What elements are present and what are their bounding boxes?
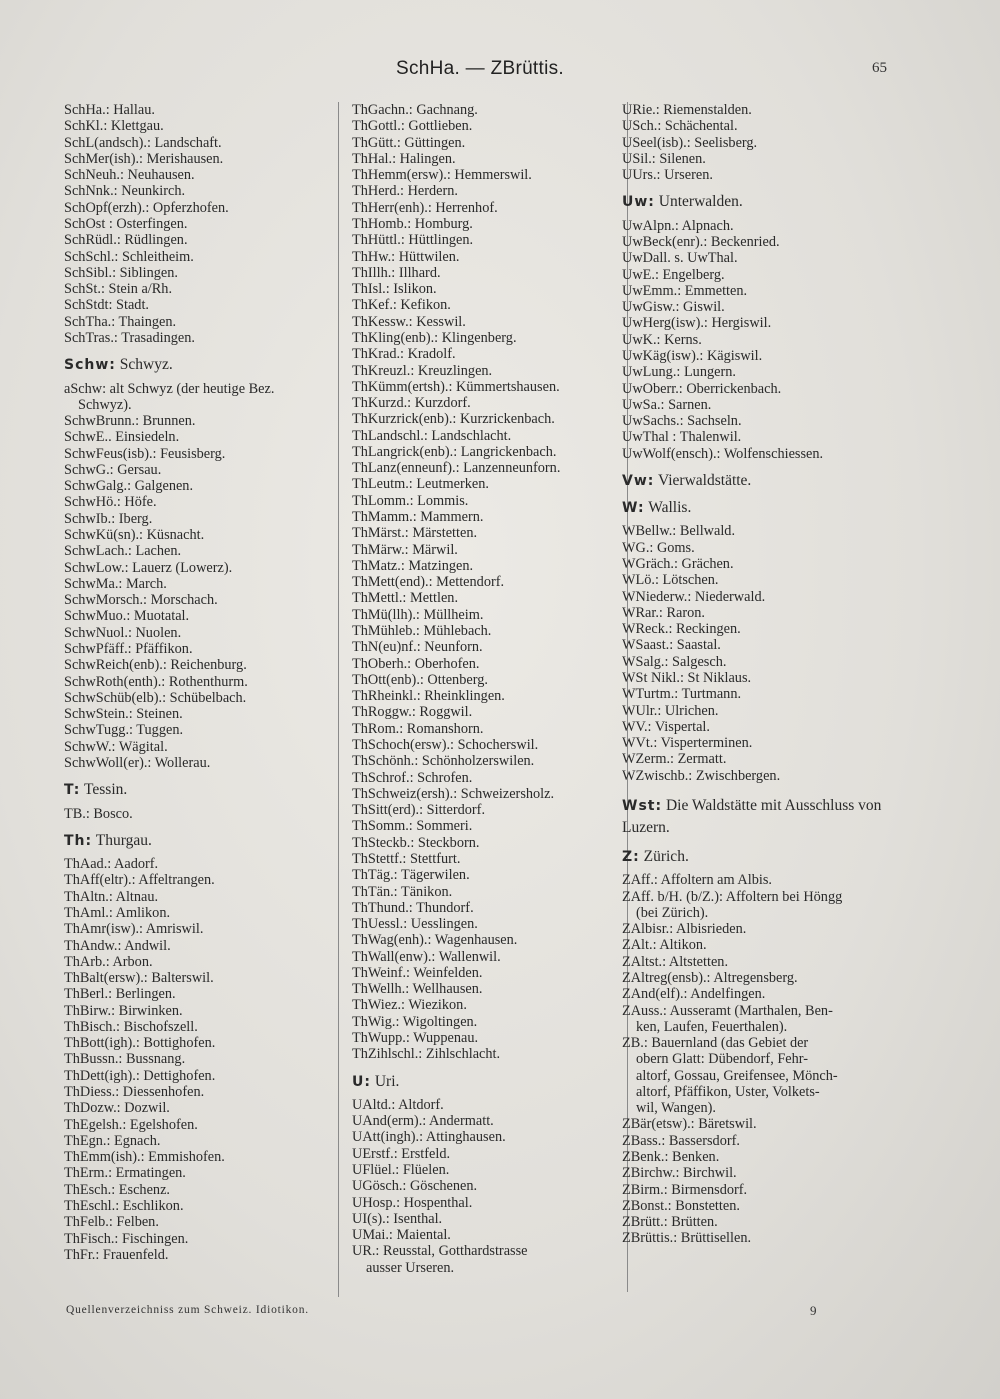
list-item: ThWellh.: Wellhausen. [352,981,483,998]
list-item: ThGachn.: Gachnang. [352,102,478,118]
entry-list [622,872,892,888]
list-item: SchwRoth(enth).: Rothenthurm. [64,673,248,690]
list-item: ZAlt.: Altikon. [622,937,707,954]
list-item: ThStettf.: Stettfurt. [352,850,461,867]
page-number: 65 [872,60,887,76]
list-item: ZAlbisr.: Albisrieden. [622,921,747,938]
list-item: UwWolf(ensch).: Wolfenschiessen. [622,445,824,462]
list-item: ThSchrof.: Schrofen. [352,769,473,786]
list-item: ThWall(enw).: Wallenwil. [352,948,501,965]
list-item: UwKäg(isw).: Kägiswil. [622,347,763,364]
list-item: UHosp.: Hospenthal. [352,1194,473,1211]
list-item: SchHa.: Hallau. [64,102,155,118]
list-item: SchwE.. Einsiedeln. [64,429,180,446]
list-item: ThDozw.: Dozwil. [64,1100,170,1117]
entry-list [64,856,334,1263]
section-name: Die Waldstätte mit Ausschluss von Luzern. [622,796,882,836]
list-item: ZBirchw.: Birchwil. [622,1165,737,1182]
list-item: SchwMuo.: Muotatal. [64,608,190,625]
list-item: ZB.: Bauernland (das Gebiet der [622,1035,809,1052]
list-item: ThTän.: Tänikon. [352,883,453,900]
list-item: UwE.: Engelberg. [622,266,725,283]
section-name: Thurgau. [95,831,152,849]
list-item: UUrs.: Urseren. [622,167,713,184]
list-item: ThHal.: Halingen. [352,150,456,167]
list-item: aSchw: alt Schwyz (der heutige Bez. [64,380,275,397]
list-item: WRar.: Raron. [622,604,705,621]
list-item: TB.: Bosco. [64,805,133,822]
list-item: ThHw.: Hüttwilen. [352,248,460,265]
list-item: SchwFeus(isb).: Feusisberg. [64,445,226,462]
list-item: ThFr.: Frauenfeld. [64,1246,169,1263]
list-item: WSaast.: Saastal. [622,637,721,654]
section-heading-schwyz [64,357,334,373]
list-item: ThBott(igh).: Bottighofen. [64,1035,216,1052]
list-item: ThEmm(ish).: Emmishofen. [64,1149,225,1166]
list-item: ThZihlschl.: Zihlschlacht. [352,1046,501,1063]
list-item: UAltd.: Altdorf. [352,1096,444,1113]
list-item: ThAltn.: Altnau. [64,888,159,905]
list-item: ThEgelsh.: Egelshofen. [64,1116,198,1133]
list-item: ThBerl.: Berlingen. [64,986,176,1003]
list-item: UwSa.: Sarnen. [622,396,712,413]
list-item: UI(s).: Isenthal. [352,1210,443,1227]
list-item: SchwLow.: Lauerz (Lowerz). [64,559,233,576]
list-item: WSalg.: Salgesch. [622,653,727,670]
entry-list [622,921,892,1002]
list-item: ThWig.: Wigoltingen. [352,1013,478,1030]
section-heading-unterwalden [622,194,892,210]
list-item: ThSchweiz(ersh).: Schweizersholz. [352,785,555,802]
section-abbr: U: [352,1073,371,1090]
list-item: SchwW.: Wägital. [64,738,168,755]
list-item: WVt.: Visperterminen. [622,735,753,752]
list-item: SchwIb.: Iberg. [64,510,153,527]
list-item: WV.: Vispertal. [622,718,710,735]
list-item: ZAff. b/H. (b/Z.): Affoltern bei Höngg [622,888,843,905]
list-item: SchNnk.: Neunkirch. [64,183,186,200]
list-item: URie.: Riemenstalden. [622,102,752,118]
section-name: Wallis. [648,499,692,517]
section-heading-waldstaette [622,795,884,838]
list-item: WNiederw.: Niederwald. [622,588,766,605]
list-item: ThWiez.: Wiezikon. [352,997,467,1014]
list-item: SchStdt: Stadt. [64,297,149,314]
list-item: ThSteckb.: Steckborn. [352,834,480,851]
list-item: UR.: Reusstal, Gotthardstrasse [352,1243,528,1260]
list-item: ThUessl.: Uesslingen. [352,916,478,933]
list-item: ThSomm.: Sommeri. [352,818,473,835]
list-item: ThKef.: Kefikon. [352,297,451,314]
list-item: SchwPfäff.: Pfäffikon. [64,641,193,657]
list-item: ThBirw.: Birwinken. [64,1002,183,1019]
list-item: WReck.: Reckingen. [622,621,741,638]
list-item: ThSitt(erd).: Sitterdorf. [352,802,486,819]
section-heading-wallis [622,500,892,516]
entry-list [64,102,334,346]
list-item: ThMärw.: Märwil. [352,541,458,558]
section-name: Zürich. [643,847,689,865]
list-item: ThAmr(isw).: Amriswil. [64,921,204,938]
list-item: SchTha.: Thaingen. [64,313,177,330]
list-item: ThLangrick(enb).: Langrickenbach. [352,443,557,460]
list-item: ThTäg.: Tägerwilen. [352,867,470,884]
list-item: SchwSchüb(elb).: Schübelbach. [64,689,247,706]
list-item: ThHemm(ersw).: Hemmerswil. [352,167,532,184]
list-item: WZwischb.: Zwischbergen. [622,767,781,784]
list-item: ThLanz(enneunf).: Lanzenneunforn. [352,460,561,477]
list-item: ThMü(llh).: Müllheim. [352,606,484,623]
list-item: SchwReich(enb).: Reichenburg. [64,657,247,674]
list-item: SchwNuol.: Nuolen. [64,624,182,641]
list-item: ThRoggw.: Roggwil. [352,704,473,721]
list-item: ThBussn.: Bussnang. [64,1051,186,1068]
list-item: altorf, Gossau, Greifensee, Mönch- [636,1067,838,1084]
column-left [64,102,334,1263]
list-item: ThKümm(ertsh).: Kümmertshausen. [352,378,560,395]
list-item: WZerm.: Zermatt. [622,751,727,768]
list-item: SchwStein.: Steinen. [64,706,183,723]
list-item: UwGisw.: Giswil. [622,299,725,316]
entry-list [622,218,892,462]
entry-list [622,1116,892,1246]
entry-list [622,523,892,784]
list-item: UwHerg(isw).: Hergiswil. [622,315,772,332]
list-item: SchwTugg.: Tuggen. [64,722,184,739]
list-item: ThDiess.: Diessenhofen. [64,1084,205,1101]
section-abbr: Z: [622,848,640,865]
list-item: SchL(andsch).: Landschaft. [64,134,222,151]
list-item: ZBirm.: Birmensdorf. [622,1181,748,1198]
list-item: ThErm.: Ermatingen. [64,1165,186,1182]
list-item: SchNeuh.: Neuhausen. [64,167,195,184]
list-item: ThLandschl.: Landschlacht. [352,427,512,444]
list-item: ThArb.: Arbon. [64,953,153,970]
list-item: ThHomb.: Homburg. [352,215,473,232]
section-abbr: T: [64,782,81,799]
list-item: SchwBrunn.: Brunnen. [64,413,196,430]
list-item: WSt Nikl.: St Niklaus. [622,670,752,686]
list-item: ThMatz.: Matzingen. [352,557,474,574]
list-item: wil, Wangen). [636,1100,716,1117]
list-item: ThSchoch(ersw).: Schocherswil. [352,736,539,753]
list-item: UMai.: Maiental. [352,1227,451,1244]
list-item-continuation: Schwyz). [78,396,132,413]
list-item: SchwKü(sn).: Küsnacht. [64,527,205,544]
list-item: SchwHö.: Höfe. [64,494,157,511]
list-item: SchSchl.: Schleitheim. [64,248,194,265]
list-item: UwBeck(enr).: Beckenried. [622,233,780,250]
list-item: ZAnd(elf).: Andelfingen. [622,986,766,1003]
list-item: ThGütt.: Güttingen. [352,134,466,151]
column-middle [352,102,622,1276]
list-item: UwThal : Thalenwil. [622,429,742,446]
list-item: ThEgn.: Egnach. [64,1132,161,1149]
entry-list [352,1097,622,1244]
list-item: WGräch.: Grächen. [622,556,734,573]
list-item: ZAff.: Affoltern am Albis. [622,872,772,889]
list-item: ThWeinf.: Weinfelden. [352,964,483,981]
list-item-continuation: (bei Zürich). [636,904,709,921]
list-item: UAnd(erm).: Andermatt. [352,1113,494,1130]
list-item: ThFelb.: Felben. [64,1214,159,1231]
list-item: ThHerr(enh).: Herrenhof. [352,199,498,216]
list-item: SchSibl.: Siblingen. [64,264,178,281]
list-item: UErstf.: Erstfeld. [352,1145,451,1162]
section-name: Unterwalden. [658,193,743,211]
list-item: ZBass.: Bassersdorf. [622,1132,740,1149]
list-item: WTurtm.: Turtmann. [622,686,742,703]
section-heading-zuerich [622,849,892,865]
list-item: UwOberr.: Oberrickenbach. [622,380,782,397]
section-abbr: Vw: [622,472,655,489]
section-abbr: Th: [64,832,93,849]
list-item: ThEsch.: Eschenz. [64,1181,170,1198]
list-item: ThBisch.: Bischofszell. [64,1018,198,1035]
list-item: ThHerd.: Herdern. [352,183,458,200]
list-item: ZAltreg(ensb).: Altregensberg. [622,969,798,986]
source-footer: Quellenverzeichniss zum Schweiz. Idiotikon. [66,1304,309,1316]
entry-list [352,102,622,1063]
list-item: ThSchönh.: Schönholzerswilen. [352,753,535,770]
entry-list [622,102,892,183]
section-name: Tessin. [84,781,128,799]
list-item: ThMühleb.: Mühlebach. [352,623,492,639]
list-item: ThMamm.: Mammern. [352,509,484,526]
section-name: Uri. [374,1072,400,1090]
list-item: ZAuss.: Ausseramt (Marthalen, Ben- [622,1002,833,1019]
list-item: ZBär(etsw).: Bäretswil. [622,1116,757,1133]
list-item: ThOtt(enb).: Ottenberg. [352,671,488,688]
section-abbr: Uw: [622,194,655,211]
list-item: SchKl.: Klettgau. [64,118,164,135]
list-item: ThAml.: Amlikon. [64,904,171,921]
list-item-continuation: ausser Urseren. [366,1259,455,1276]
list-item: UAtt(ingh).: Attinghausen. [352,1129,506,1146]
list-item: SchSt.: Stein a/Rh. [64,281,173,298]
list-item: SchwG.: Gersau. [64,461,162,478]
list-item: SchwLach.: Lachen. [64,543,182,560]
list-item: ThIsl.: Islikon. [352,281,437,298]
list-item: ThMärst.: Märstetten. [352,525,478,542]
list-item: ThN(eu)nf.: Neunforn. [352,639,483,656]
list-item: ThLomm.: Lommis. [352,492,469,509]
list-item: USeel(isb).: Seelisberg. [622,134,758,151]
section-name: Schwyz. [119,356,173,374]
list-item: SchOst : Osterfingen. [64,215,188,232]
list-item: WUlr.: Ulrichen. [622,702,719,719]
list-item: SchRüdl.: Rüdlingen. [64,232,188,249]
section-name: Vierwaldstätte. [657,471,752,489]
list-item: ThKling(enb).: Klingenberg. [352,329,517,346]
list-item: ThKurzd.: Kurzdorf. [352,395,471,412]
list-item: SchwMorsch.: Morschach. [64,592,218,609]
section-abbr: Wst: [622,797,663,814]
list-item: ZBrüttis.: Brüttisellen. [622,1230,752,1247]
list-item: ThEschl.: Eschlikon. [64,1198,184,1214]
signature-mark: 9 [810,1303,817,1318]
list-item: UFlüel.: Flüelen. [352,1162,450,1178]
list-item: UwLung.: Lungern. [622,364,736,381]
list-item: ThWag(enh).: Wagenhausen. [352,932,518,949]
list-item: ThKurzrick(enb).: Kurzrickenbach. [352,411,555,428]
list-item: altorf, Pfäffikon, Uster, Volkets- [636,1083,820,1100]
list-item: ThKrad.: Kradolf. [352,346,456,363]
section-heading-thurgau [64,833,334,849]
section-heading-uri [352,1074,622,1090]
list-item: WG.: Goms. [622,539,695,556]
list-item: ThRheinkl.: Rheinklingen. [352,688,505,705]
list-item: ThGottl.: Gottlieben. [352,118,473,135]
list-item: SchwWoll(er).: Wollerau. [64,754,211,771]
list-item: ThThund.: Thundorf. [352,899,474,916]
list-item: UGösch.: Göschenen. [352,1178,478,1195]
list-item: WBellw.: Bellwald. [622,523,736,540]
column-right [622,102,892,1247]
list-item: ThKreuzl.: Kreuzlingen. [352,362,493,379]
entry-list [64,806,334,822]
list-item: ThBalt(ersw).: Balterswil. [64,970,214,987]
list-item: SchwMa.: March. [64,575,167,592]
list-item: ZBonst.: Bonstetten. [622,1197,740,1214]
list-item: ThWupp.: Wuppenau. [352,1030,479,1047]
page-title: SchHa. — ZBrüttis. [396,58,564,79]
list-item: USch.: Schächental. [622,118,738,135]
list-item: ThRom.: Romanshorn. [352,720,484,737]
list-item: SchMer(ish).: Merishausen. [64,150,224,167]
list-item: SchTras.: Trasadingen. [64,329,195,346]
list-item: ThAndw.: Andwil. [64,937,171,954]
list-item: UwK.: Kerns. [622,331,702,348]
list-item: USil.: Silenen. [622,150,706,167]
list-item: obern Glatt: Dübendorf, Fehr- [636,1051,809,1068]
list-item: ZBrütt.: Brütten. [622,1214,718,1231]
list-item: UwAlpn.: Alpnach. [622,217,734,234]
list-item: ThDett(igh).: Dettighofen. [64,1067,216,1084]
list-item: ThLeutm.: Leutmerken. [352,476,489,493]
list-item: SchwGalg.: Galgenen. [64,478,194,495]
entry-list-wrapped [622,1035,892,1116]
section-abbr: Schw: [64,357,116,374]
list-item: SchOpf(erzh).: Opferzhofen. [64,199,229,216]
list-item: ThOberh.: Oberhofen. [352,655,480,672]
list-item: UwDall. s. UwThal. [622,250,738,267]
list-item: ThAad.: Aadorf. [64,856,159,873]
section-heading-vierwaldstaette [622,473,892,489]
section-heading-tessin [64,782,334,798]
list-item: ThMett(end).: Mettendorf. [352,574,505,591]
list-item: ZBenk.: Benken. [622,1149,720,1166]
list-item: UwSachs.: Sachseln. [622,413,742,430]
list-item: ZAltst.: Altstetten. [622,953,729,970]
column-divider [338,102,339,1297]
list-item: UwEmm.: Emmetten. [622,282,748,299]
list-item: ThMettl.: Mettlen. [352,590,459,607]
list-item: ThFisch.: Fischingen. [64,1230,189,1247]
list-item: ThAff(eltr).: Affeltrangen. [64,872,215,889]
entry-list [64,413,334,771]
list-item-continuation: ken, Laufen, Feuerthalen). [636,1018,788,1035]
list-item: WLö.: Lötschen. [622,572,719,589]
list-item: ThIllh.: Illhard. [352,264,441,281]
list-item: ThKessw.: Kesswil. [352,313,466,330]
section-abbr: W: [622,500,645,517]
list-item: ThHüttl.: Hüttlingen. [352,232,474,249]
